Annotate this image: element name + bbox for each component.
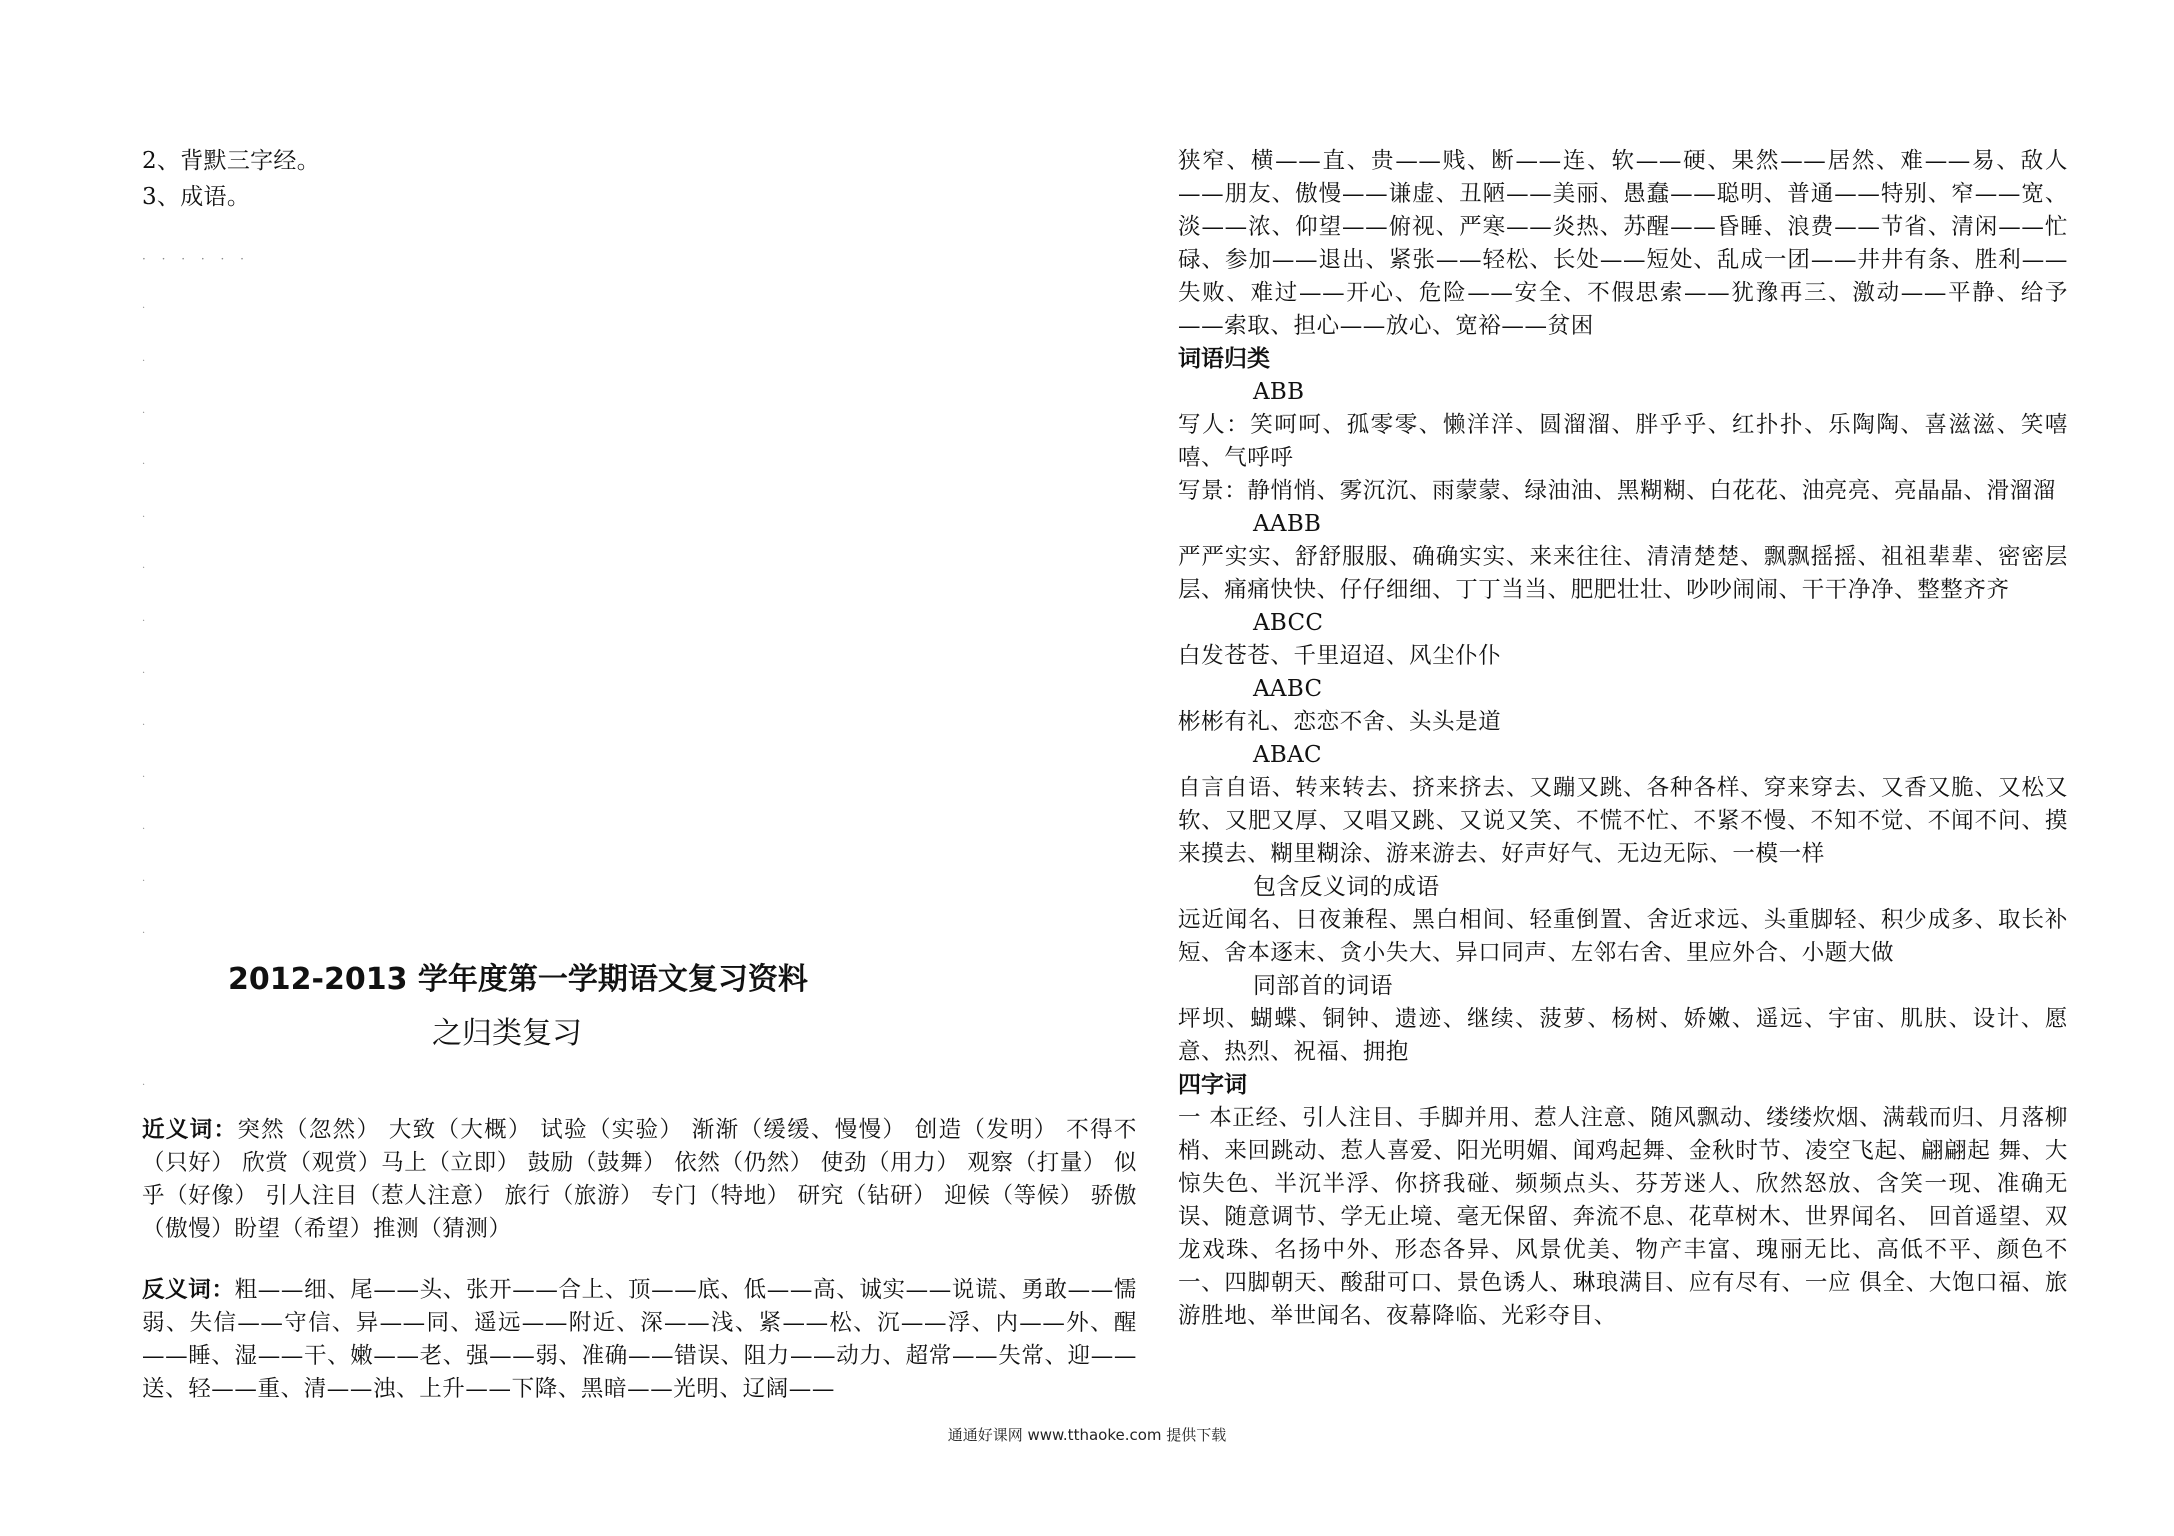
- margin-dot: ·: [142, 356, 146, 367]
- antonyms-section: [142, 1274, 1137, 1406]
- margin-dot: ·: [142, 408, 146, 419]
- margin-dot: ·: [142, 668, 146, 679]
- margin-dot: ·: [142, 772, 146, 783]
- antonym-idioms-text: 远近闻名、日夜兼程、黑白相间、轻重倒置、舍近求远、头重脚轻、积少成多、取长补短、舍本逐末、贪小失大、异口同声、左邻右舍、里应外合、小题大做: [1178, 907, 2068, 966]
- margin-dot: ·: [142, 303, 146, 314]
- margin-dot: ·: [142, 459, 146, 470]
- right-column: [1178, 145, 2068, 1333]
- aabc-label: AABC: [1253, 676, 1323, 702]
- page-subtitle: 之归类复习: [432, 1016, 582, 1051]
- abac-label: ABAC: [1253, 742, 1322, 768]
- synonyms-text: 突然（忽然） 大致（大概） 试验（实验） 渐渐（缓缓、慢慢） 创造（发明） 不得不（只好） 欣赏（观赏）马上（立即） 鼓励（鼓舞） 依然（仍然） 使劲（用力） 观察（打量） 似乎（好像） 引人注目（惹人注意） 旅行（旅游） 专门（特地） 研究（钻研） 迎候（等候） 骄傲（傲慢）盼望（希望）推测（猜测）: [142, 1117, 1137, 1242]
- abcc-text: 白发苍苍、千里迢迢、风尘仆仆: [1178, 643, 1502, 669]
- radical-label: 同部首的词语: [1253, 973, 1393, 999]
- abb-label: ABB: [1253, 379, 1305, 405]
- abcc-label: ABCC: [1253, 610, 1324, 636]
- margin-dot: ·: [142, 512, 146, 523]
- abb-people-text: 写人：笑呵呵、孤零零、懒洋洋、圆溜溜、胖乎乎、红扑扑、乐陶陶、喜滋滋、笑嘻嘻、气呼呼: [1178, 412, 2068, 471]
- antonyms-label: 反义词：: [142, 1277, 235, 1303]
- antonyms-continued: 狭窄、横——直、贵——贱、断——连、软——硬、果然——居然、难——易、敌人——朋友、傲慢——谦虚、丑陋——美丽、愚蠢——聪明、普通——特别、窄——宽、淡——浓、仰望——俯视、严寒——炎热、苏醒——昏睡、浪费——节省、清闲——忙碌、参加——退出、紧张——轻松、长处——短处、乱成一团——井井有条、胜利——失败、难过——开心、危险——安全、不假思索——犹豫再三、激动——平静、给予——索取、担心——放心、宽裕——贫困: [1178, 148, 2068, 339]
- four-char-heading: 四字词: [1178, 1072, 1247, 1098]
- antonym-idioms-label: 包含反义词的成语: [1253, 874, 1440, 900]
- aabb-label: AABB: [1253, 511, 1322, 537]
- antonyms-paragraph: [142, 1274, 1137, 1406]
- page-title: 2012-2013 学年度第一学期语文复习资料: [228, 962, 808, 997]
- list-item-recite: 2、背默三字经。: [142, 148, 321, 174]
- margin-dot: ·: [142, 563, 146, 574]
- synonyms-label: 近义词：: [142, 1117, 238, 1143]
- four-char-text: 一 本正经、引人注目、手脚并用、惹人注意、随风飘动、缕缕炊烟、满载而归、月落柳梢、来回跳动、惹人喜爱、阳光明媚、闻鸡起舞、金秋时节、凌空飞起、翩翩起 舞、大惊失色、半沉半浮、你挤我碰、频频点头、芬芳迷人、欣然怒放、含笑一现、准确无误、随意调节、学无止境、毫无保留、奔流不息、花草树木、世界闻名、 回首遥望、双龙戏珠、名扬中外、形态各异、风景优美、物产丰富、瑰丽无比、高低不平、颜色不一、四脚朝天、酸甜可口、景色诱人、琳琅满目、应有尽有、一应 俱全、大饱口福、旅游胜地、举世闻名、夜幕降临、光彩夺目、: [1178, 1105, 2068, 1329]
- radical-text: 坪坝、蝴蝶、铜钟、遗迹、继续、菠萝、杨树、娇嫩、遥远、宇宙、肌肤、设计、愿意、热烈、祝福、拥抱: [1178, 1006, 2068, 1065]
- margin-dot: ·: [142, 1080, 146, 1091]
- dotted-leader: · · · · · ·: [142, 252, 250, 266]
- abac-text: 自言自语、转来转去、挤来挤去、又蹦又跳、各种各样、穿来穿去、又香又脆、又松又软、又肥又厚、又唱又跳、又说又笑、不慌不忙、不紧不慢、不知不觉、不闻不问、摸来摸去、糊里糊涂、游来游去、好声好气、无边无际、一模一样: [1178, 775, 2068, 867]
- page-footer: 通通好课网 www.tthaoke.com 提供下载: [947, 1426, 1227, 1444]
- margin-dot: ·: [142, 824, 146, 835]
- aabc-text: 彬彬有礼、恋恋不舍、头头是道: [1178, 709, 1502, 735]
- abb-scene-text: 写景：静悄悄、雾沉沉、雨蒙蒙、绿油油、黑糊糊、白花花、油亮亮、亮晶晶、滑溜溜: [1178, 478, 2056, 504]
- antonyms-text: 粗——细、尾——头、张开——合上、顶——底、低——高、诚实——说谎、勇敢——懦弱、失信——守信、异——同、遥远——附近、深——浅、紧——松、沉——浮、内——外、醒——睡、湿——干、嫩——老、强——弱、准确——错误、阻力——动力、超常——失常、迎——送、轻——重、清——浊、上升——下降、黑暗——光明、辽阔——: [142, 1277, 1137, 1402]
- classify-heading: 词语归类: [1178, 346, 1270, 372]
- list-item-idioms: 3、成语。: [142, 184, 251, 210]
- aabb-text: 严严实实、舒舒服服、确确实实、来来往往、清清楚楚、飘飘摇摇、祖祖辈辈、密密层层、痛痛快快、仔仔细细、丁丁当当、肥肥壮壮、吵吵闹闹、干干净净、整整齐齐: [1178, 544, 2068, 603]
- synonyms-paragraph: [142, 1114, 1137, 1246]
- margin-dot: ·: [142, 720, 146, 731]
- synonyms-section: [142, 1114, 1137, 1246]
- margin-dot: ·: [142, 876, 146, 887]
- margin-dot: ·: [142, 928, 146, 939]
- margin-dot: ·: [142, 616, 146, 627]
